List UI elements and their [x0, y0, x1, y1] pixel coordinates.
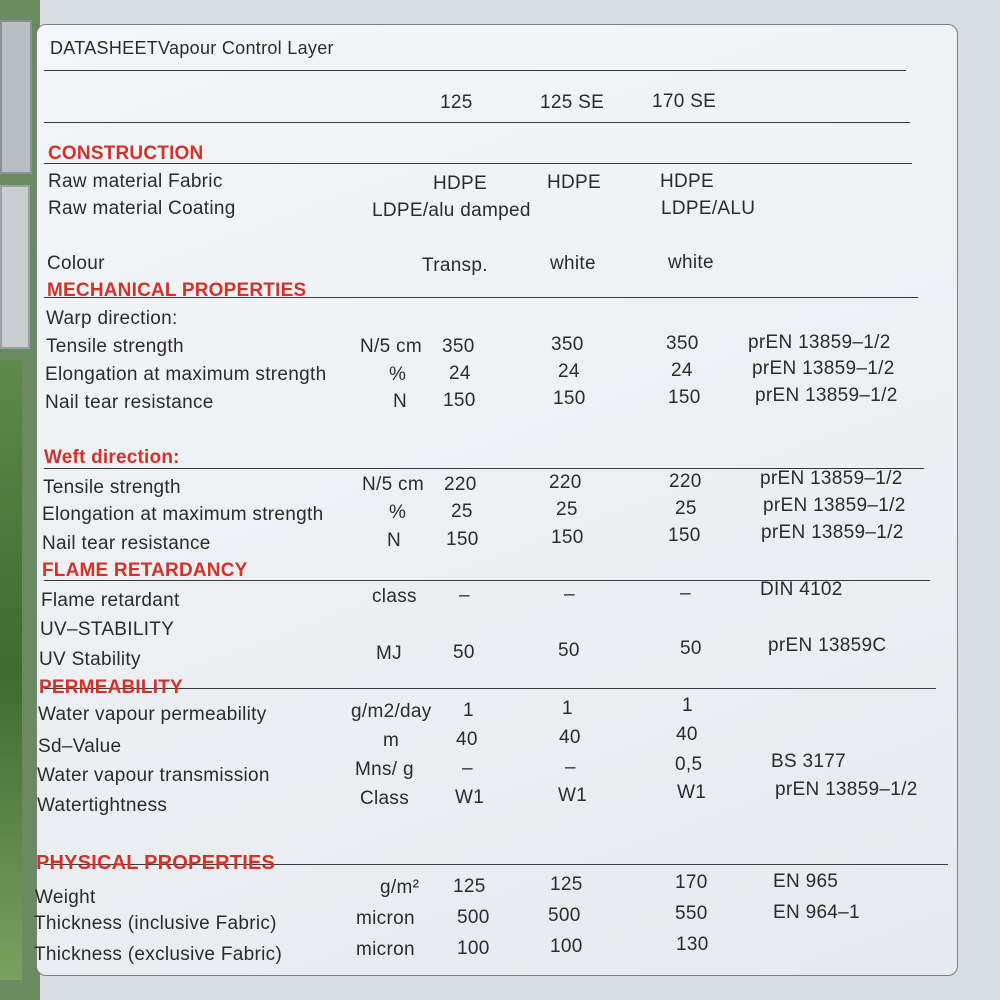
cell-norm: prEN 13859–1/2: [755, 385, 898, 406]
cell-value: 220: [549, 472, 582, 493]
cell-norm: EN 965: [773, 871, 839, 892]
cell-unit: %: [389, 502, 407, 523]
cell-value: 1: [682, 695, 693, 716]
cell-value: 500: [457, 907, 490, 928]
cell-value: 150: [551, 527, 584, 548]
cell-value: 24: [558, 361, 580, 382]
cell-value: white: [550, 253, 596, 274]
cell-value: 150: [668, 387, 701, 408]
cell-unit: %: [389, 364, 407, 385]
cell-value: –: [565, 757, 576, 778]
cell-value: 350: [442, 336, 475, 357]
cell-value: 50: [558, 640, 580, 661]
cell-value: 25: [675, 498, 697, 519]
cell-value: HDPE: [547, 172, 601, 193]
cell-unit: g/m2/day: [351, 701, 432, 722]
column-header: 125 SE: [540, 92, 605, 113]
cell-value: Transp.: [422, 255, 488, 276]
divider: [44, 70, 906, 71]
cell-unit: g/m²: [380, 877, 420, 898]
cell-value: W1: [558, 785, 588, 806]
row-label: Elongation at maximum strength: [42, 504, 324, 525]
column-header: 125: [440, 92, 473, 113]
row-label: Thickness (inclusive Fabric): [34, 913, 277, 934]
page-title: DATASHEETVapour Control Layer: [50, 38, 334, 58]
cell-norm: prEN 13859–1/2: [752, 358, 895, 379]
section-heading: CONSTRUCTION: [48, 143, 204, 164]
row-label: Thickness (exclusive Fabric): [34, 944, 283, 965]
cell-unit: micron: [356, 908, 415, 929]
cell-unit: micron: [356, 939, 415, 960]
row-label: Nail tear resistance: [42, 533, 211, 554]
cell-value: 350: [551, 334, 584, 355]
cell-unit: Class: [360, 788, 410, 809]
cell-value: –: [680, 583, 691, 604]
cell-value: LDPE/ALU: [661, 198, 756, 219]
section-heading: PERMEABILITY: [39, 677, 183, 698]
section-heading: PHYSICAL PROPERTIES: [36, 852, 276, 874]
cell-value: 25: [451, 501, 473, 522]
row-label: Water vapour permeability: [38, 704, 267, 725]
divider: [44, 122, 910, 123]
cell-value: 220: [444, 474, 477, 495]
cell-norm: prEN 13859–1/2: [775, 779, 918, 800]
cell-unit: class: [372, 586, 417, 607]
cell-value: HDPE: [660, 171, 714, 192]
cell-norm: DIN 4102: [760, 579, 843, 600]
cell-norm: prEN 13859C: [768, 635, 887, 656]
cell-norm: BS 3177: [771, 751, 846, 772]
row-label: Tensile strength: [43, 477, 181, 498]
cell-value: 170: [675, 872, 708, 893]
cell-value: 40: [676, 724, 698, 745]
row-label: Nail tear resistance: [45, 392, 214, 413]
row-label: UV–STABILITY: [40, 619, 175, 640]
row-label: Colour: [47, 253, 105, 274]
cell-norm: EN 964–1: [773, 902, 860, 923]
background-photo: [0, 185, 30, 349]
section-heading: MECHANICAL PROPERTIES: [47, 280, 307, 301]
cell-value: –: [564, 584, 575, 605]
cell-value: 150: [446, 529, 479, 550]
cell-value: 350: [666, 333, 699, 354]
cell-value: W1: [677, 782, 707, 803]
cell-value: 100: [457, 938, 490, 959]
cell-value: 150: [553, 388, 586, 409]
cell-value: white: [668, 252, 714, 273]
cell-norm: prEN 13859–1/2: [760, 468, 903, 489]
row-label: Elongation at maximum strength: [45, 364, 327, 385]
row-label: Raw material Fabric: [48, 171, 223, 192]
cell-value: 24: [671, 360, 693, 381]
cell-value: –: [459, 585, 470, 606]
cell-value: 220: [669, 471, 702, 492]
row-label: Weight: [35, 887, 96, 908]
cell-value: 500: [548, 905, 581, 926]
cell-unit: MJ: [376, 643, 402, 664]
cell-norm: prEN 13859–1/2: [748, 332, 891, 353]
background-photo: [0, 20, 32, 174]
cell-value: 550: [675, 903, 708, 924]
cell-value: 1: [562, 698, 573, 719]
cell-value: 130: [676, 934, 709, 955]
cell-value: 50: [680, 638, 702, 659]
cell-unit: Mns/ g: [355, 759, 414, 780]
row-label: Sd–Value: [38, 736, 122, 757]
cell-value: –: [462, 758, 473, 779]
cell-unit: m: [383, 730, 400, 751]
section-heading: FLAME RETARDANCY: [42, 560, 248, 581]
cell-unit: N: [387, 530, 402, 551]
cell-value: 25: [556, 499, 578, 520]
cell-value: 24: [449, 363, 471, 384]
cell-value: 0,5: [675, 754, 703, 775]
cell-value: 1: [463, 700, 474, 721]
cell-unit: N: [393, 391, 408, 412]
cell-value: 125: [453, 876, 486, 897]
cell-value: 150: [668, 525, 701, 546]
section-heading: Weft direction:: [44, 447, 180, 468]
row-label: Water vapour transmission: [37, 765, 270, 786]
cell-value: 150: [443, 390, 476, 411]
cell-unit: N/5 cm: [362, 474, 424, 495]
cell-value: 125: [550, 874, 583, 895]
cell-norm: prEN 13859–1/2: [763, 495, 906, 516]
background-photo: [0, 360, 22, 980]
cell-value: LDPE/alu damped: [372, 200, 531, 221]
cell-value: 100: [550, 936, 583, 957]
cell-value: HDPE: [433, 173, 487, 194]
cell-value: 40: [559, 727, 581, 748]
column-header: 170 SE: [652, 91, 717, 112]
row-label: Warp direction:: [46, 308, 178, 329]
row-label: Raw material Coating: [48, 198, 236, 219]
row-label: Watertightness: [37, 795, 168, 816]
cell-value: 50: [453, 642, 475, 663]
cell-unit: N/5 cm: [360, 336, 422, 357]
row-label: Tensile strength: [46, 336, 184, 357]
cell-value: W1: [455, 787, 485, 808]
row-label: UV Stability: [39, 649, 141, 670]
row-label: Flame retardant: [41, 590, 180, 611]
cell-norm: prEN 13859–1/2: [761, 522, 904, 543]
cell-value: 40: [456, 729, 478, 750]
